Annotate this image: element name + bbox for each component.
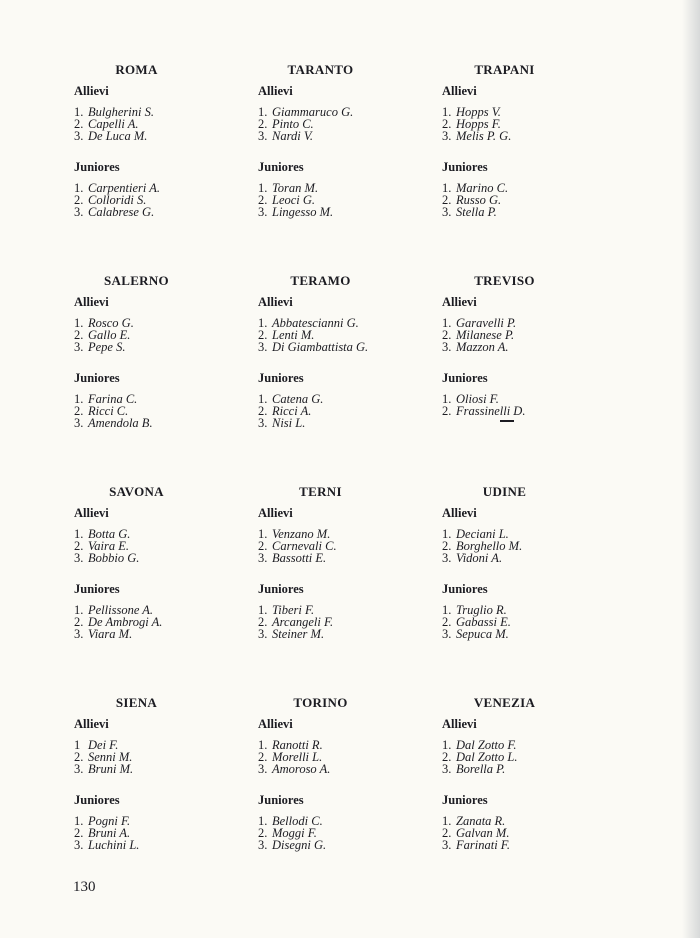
athlete-name: De Ambrogi A. — [88, 615, 163, 629]
rank-number: 2. — [442, 750, 452, 764]
athlete-name: Galvan M. — [456, 826, 510, 840]
rank-number: 2. — [74, 193, 84, 207]
juniores-label: Juniores — [258, 582, 304, 596]
athlete-name: Frassinelli D. — [456, 404, 526, 418]
athlete-entry — [258, 206, 442, 218]
athlete-entry — [74, 417, 258, 429]
athlete-name: Calabrese G. — [88, 205, 155, 219]
rank-number: 3. — [74, 838, 84, 852]
allievi-label: Allievi — [442, 717, 477, 731]
allievi-label: Allievi — [258, 506, 293, 520]
athlete-name: Ranotti R. — [272, 738, 323, 752]
athlete-name: Farinati F. — [456, 838, 510, 852]
city-block — [258, 484, 442, 695]
athlete-name: Marino C. — [456, 181, 509, 195]
athlete-name: Tiberi F. — [272, 603, 315, 617]
rank-number: 1. — [442, 527, 452, 541]
rank-number: 2. — [442, 328, 452, 342]
athlete-name: Nardi V. — [272, 129, 313, 143]
allievi-list — [74, 106, 258, 142]
athlete-entry — [258, 552, 442, 564]
rank-number: 2. — [442, 193, 452, 207]
juniores-label: Juniores — [258, 793, 304, 807]
juniores-label: Juniores — [74, 371, 120, 385]
city-block — [74, 273, 258, 484]
athlete-name: Pepe S. — [88, 340, 126, 354]
rank-number: 1. — [74, 181, 84, 195]
rank-number: 1. — [258, 392, 268, 406]
juniores-list — [258, 393, 442, 429]
rank-number: 3. — [442, 205, 452, 219]
rank-number: 2. — [74, 826, 84, 840]
rank-number: 2. — [258, 615, 268, 629]
athlete-name: Di Giambattista G. — [272, 340, 369, 354]
athlete-name: Amendola B. — [88, 416, 153, 430]
athlete-name: Morelli L. — [272, 750, 323, 764]
rank-number: 3. — [442, 551, 452, 565]
city-name: SIENA — [115, 695, 158, 710]
athlete-entry — [442, 763, 626, 775]
athlete-entry — [442, 839, 626, 851]
allievi-list — [442, 106, 626, 142]
allievi-list — [258, 528, 442, 564]
rank-number: 2. — [258, 328, 268, 342]
allievi-label: Allievi — [74, 506, 109, 520]
rank-number: 2. — [442, 117, 452, 131]
athlete-name: Farina C. — [88, 392, 138, 406]
juniores-label: Juniores — [442, 793, 488, 807]
athlete-name: Colloridi S. — [88, 193, 147, 207]
athlete-name: Bassotti E. — [272, 551, 327, 565]
athlete-name: Truglio R. — [456, 603, 507, 617]
allievi-label: Allievi — [442, 506, 477, 520]
city-block — [74, 62, 258, 273]
rank-number: 1. — [258, 527, 268, 541]
allievi-label: Allievi — [74, 717, 109, 731]
rank-number: 1. — [74, 603, 84, 617]
rank-number: 3. — [74, 340, 84, 354]
rank-number: 2. — [258, 404, 268, 418]
allievi-list — [258, 106, 442, 142]
juniores-list — [258, 815, 442, 851]
allievi-label: Allievi — [74, 295, 109, 309]
athlete-entry — [442, 628, 626, 640]
athlete-entry — [74, 839, 258, 851]
juniores-label: Juniores — [74, 582, 120, 596]
athlete-name: Luchini L. — [88, 838, 140, 852]
rank-number: 1. — [74, 527, 84, 541]
athlete-entry — [74, 552, 258, 564]
juniores-list — [442, 815, 626, 851]
athlete-name: Bruni A. — [88, 826, 131, 840]
rank-number: 2. — [258, 193, 268, 207]
rank-number: 1. — [442, 392, 452, 406]
athlete-entry — [258, 839, 442, 851]
rank-number: 1 — [74, 738, 81, 752]
athlete-name: Botta G. — [88, 527, 131, 541]
athlete-name: Viara M. — [88, 627, 133, 641]
athlete-name: Abbatescianni G. — [272, 316, 359, 330]
allievi-label: Allievi — [74, 84, 109, 98]
rank-number: 2. — [258, 539, 268, 553]
juniores-list — [442, 393, 626, 422]
juniores-list — [74, 604, 258, 640]
city-name: TERNI — [299, 484, 342, 499]
athlete-entry — [442, 130, 626, 142]
rank-number: 3. — [258, 627, 268, 641]
athlete-name: Stella P. — [456, 205, 497, 219]
rank-number: 1. — [442, 603, 452, 617]
rank-number: 1. — [442, 181, 452, 195]
city-name: TRAPANI — [474, 62, 535, 77]
rank-number: 3. — [74, 551, 84, 565]
city-block — [258, 62, 442, 273]
athlete-name: Milanese P. — [456, 328, 515, 342]
juniores-list — [74, 815, 258, 851]
city-block — [442, 62, 626, 273]
athlete-name: Toran M. — [272, 181, 319, 195]
rank-number: 3. — [258, 205, 268, 219]
juniores-label: Juniores — [74, 160, 120, 174]
allievi-label: Allievi — [442, 295, 477, 309]
athlete-name: Carnevali C. — [272, 539, 337, 553]
rank-number: 3. — [442, 129, 452, 143]
city-block — [442, 273, 626, 484]
city-name: SAVONA — [109, 484, 164, 499]
athlete-name: Russo G. — [456, 193, 502, 207]
juniores-label: Juniores — [442, 371, 488, 385]
rank-number: 3. — [74, 205, 84, 219]
athlete-name: Steiner M. — [272, 627, 325, 641]
athlete-name: Dal Zotto L. — [456, 750, 518, 764]
city-name: TERAMO — [290, 273, 351, 288]
rank-number: 3. — [74, 627, 84, 641]
athlete-name: Borella P. — [456, 762, 506, 776]
athlete-entry — [258, 341, 442, 353]
rank-number: 2. — [74, 117, 84, 131]
rank-number: 1. — [74, 392, 84, 406]
city-name: UDINE — [482, 484, 527, 499]
athlete-entry — [442, 206, 626, 218]
juniores-label: Juniores — [442, 582, 488, 596]
athlete-entry — [258, 628, 442, 640]
athlete-name: Deciani L. — [456, 527, 509, 541]
rank-number: 1. — [258, 603, 268, 617]
city-block — [442, 484, 626, 695]
rank-number: 2. — [74, 404, 84, 418]
athlete-name: Ricci A. — [272, 404, 312, 418]
athlete-entry — [74, 341, 258, 353]
athlete-name: Bellodi C. — [272, 814, 323, 828]
rank-number: 3. — [258, 340, 268, 354]
athlete-entry — [258, 763, 442, 775]
city-name: TREVISO — [474, 273, 535, 288]
rank-number: 3. — [74, 762, 84, 776]
athlete-name: Pellissone A. — [88, 603, 154, 617]
rank-number: 1. — [74, 105, 84, 119]
rank-number: 3. — [442, 627, 452, 641]
allievi-list — [74, 739, 258, 775]
city-name: VENEZIA — [473, 695, 536, 710]
allievi-label: Allievi — [258, 717, 293, 731]
rank-number: 2. — [442, 404, 452, 418]
rank-number: 3. — [442, 838, 452, 852]
city-block — [442, 695, 626, 906]
rank-number: 2. — [258, 750, 268, 764]
allievi-list — [74, 528, 258, 564]
athlete-name: Pogni F. — [88, 814, 131, 828]
rank-number: 2. — [442, 539, 452, 553]
athlete-name: Dal Zotto F. — [456, 738, 517, 752]
allievi-list — [442, 528, 626, 564]
allievi-list — [258, 739, 442, 775]
athlete-entry — [442, 552, 626, 564]
athlete-name: Oliosi F. — [456, 392, 499, 406]
athlete-name: Lingesso M. — [272, 205, 334, 219]
juniores-label: Juniores — [258, 371, 304, 385]
allievi-label: Allievi — [258, 84, 293, 98]
athlete-name: Venzano M. — [272, 527, 331, 541]
page-number: 130 — [73, 879, 96, 895]
athlete-name: Carpentieri A. — [88, 181, 160, 195]
rank-number: 3. — [258, 129, 268, 143]
rank-number: 3. — [442, 762, 452, 776]
city-name: TARANTO — [287, 62, 354, 77]
juniores-list — [258, 182, 442, 218]
athlete-name: Gallo E. — [88, 328, 131, 342]
city-name: ROMA — [115, 62, 158, 77]
athlete-name: Sepuca M. — [456, 627, 509, 641]
rank-number: 2. — [442, 615, 452, 629]
athlete-name: Amoroso A. — [272, 762, 331, 776]
athlete-entry — [74, 763, 258, 775]
athlete-name: Disegni G. — [272, 838, 327, 852]
city-block — [258, 273, 442, 484]
athlete-name: Mazzon A. — [456, 340, 509, 354]
athlete-name: Hopps V. — [456, 105, 501, 119]
rank-number: 2. — [74, 615, 84, 629]
rank-number: 1. — [442, 814, 452, 828]
allievi-list — [442, 317, 626, 353]
rank-number: 1. — [442, 316, 452, 330]
juniores-list — [258, 604, 442, 640]
rank-number: 1. — [74, 814, 84, 828]
athlete-name: Nisi L. — [272, 416, 306, 430]
city-name: SALERNO — [104, 273, 169, 288]
rank-number: 3. — [74, 129, 84, 143]
athlete-name: Leoci G. — [272, 193, 316, 207]
allievi-list — [74, 317, 258, 353]
city-block — [74, 484, 258, 695]
athlete-name: Gabassi E. — [456, 615, 511, 629]
athlete-entry — [74, 628, 258, 640]
athlete-name: Garavelli P. — [456, 316, 517, 330]
rank-number: 1. — [442, 738, 452, 752]
rank-number: 3. — [258, 416, 268, 430]
athlete-name: Pinto C. — [272, 117, 314, 131]
juniores-list — [442, 182, 626, 218]
athlete-entry — [258, 130, 442, 142]
rank-number: 1. — [258, 814, 268, 828]
athlete-name: Vaira E. — [88, 539, 129, 553]
allievi-list — [442, 739, 626, 775]
athlete-name: Ricci C. — [88, 404, 129, 418]
juniores-list — [74, 393, 258, 429]
athlete-name: Borghello M. — [456, 539, 523, 553]
athlete-name: Bobbio G. — [88, 551, 140, 565]
athlete-name: Hopps F. — [456, 117, 501, 131]
juniores-list — [74, 182, 258, 218]
rank-number: 3. — [442, 340, 452, 354]
rank-number: 3. — [74, 416, 84, 430]
athlete-name: Melis P. G. — [456, 129, 512, 143]
athlete-name: Arcangeli F. — [272, 615, 334, 629]
city-block — [74, 695, 258, 906]
rank-number: 2. — [74, 328, 84, 342]
rank-number: 1. — [258, 181, 268, 195]
rank-number: 2. — [74, 539, 84, 553]
city-name: TORINO — [293, 695, 348, 710]
athlete-name: Capelli A. — [88, 117, 139, 131]
rank-number: 2. — [74, 750, 84, 764]
athlete-name: Dei F. — [88, 738, 119, 752]
rank-number: 2. — [258, 826, 268, 840]
juniores-label: Juniores — [258, 160, 304, 174]
athlete-name: Moggi F. — [272, 826, 317, 840]
athlete-name: Bulgherini S. — [88, 105, 154, 119]
athlete-entry — [74, 130, 258, 142]
rank-number: 3. — [258, 551, 268, 565]
athlete-name: Giammaruco G. — [272, 105, 354, 119]
allievi-label: Allievi — [258, 295, 293, 309]
rank-number: 1. — [258, 316, 268, 330]
juniores-label: Juniores — [442, 160, 488, 174]
allievi-label: Allievi — [442, 84, 477, 98]
juniores-list — [442, 604, 626, 640]
athlete-name: Lenti M. — [272, 328, 315, 342]
city-grid — [74, 62, 644, 906]
rank-number: 1. — [74, 316, 84, 330]
juniores-label: Juniores — [74, 793, 120, 807]
rank-number: 1. — [442, 105, 452, 119]
athlete-entry — [442, 405, 626, 417]
athlete-entry — [74, 206, 258, 218]
rank-number: 2. — [258, 117, 268, 131]
athlete-name: Rosco G. — [88, 316, 134, 330]
athlete-name: Catena G. — [272, 392, 324, 406]
empty-entry-dash — [500, 420, 514, 422]
rank-number: 1. — [258, 105, 268, 119]
rank-number: 2. — [442, 826, 452, 840]
rank-number: 3. — [258, 838, 268, 852]
athlete-name: De Luca M. — [88, 129, 148, 143]
page-gutter-shadow — [682, 0, 700, 938]
rank-number: 3. — [258, 762, 268, 776]
allievi-list — [258, 317, 442, 353]
athlete-name: Vidoni A. — [456, 551, 503, 565]
athlete-name: Bruni M. — [88, 762, 134, 776]
city-block — [258, 695, 442, 906]
athlete-name: Zanata R. — [456, 814, 506, 828]
rank-number: 1. — [258, 738, 268, 752]
athlete-entry — [442, 341, 626, 353]
athlete-entry — [258, 417, 442, 429]
athlete-name: Senni M. — [88, 750, 133, 764]
